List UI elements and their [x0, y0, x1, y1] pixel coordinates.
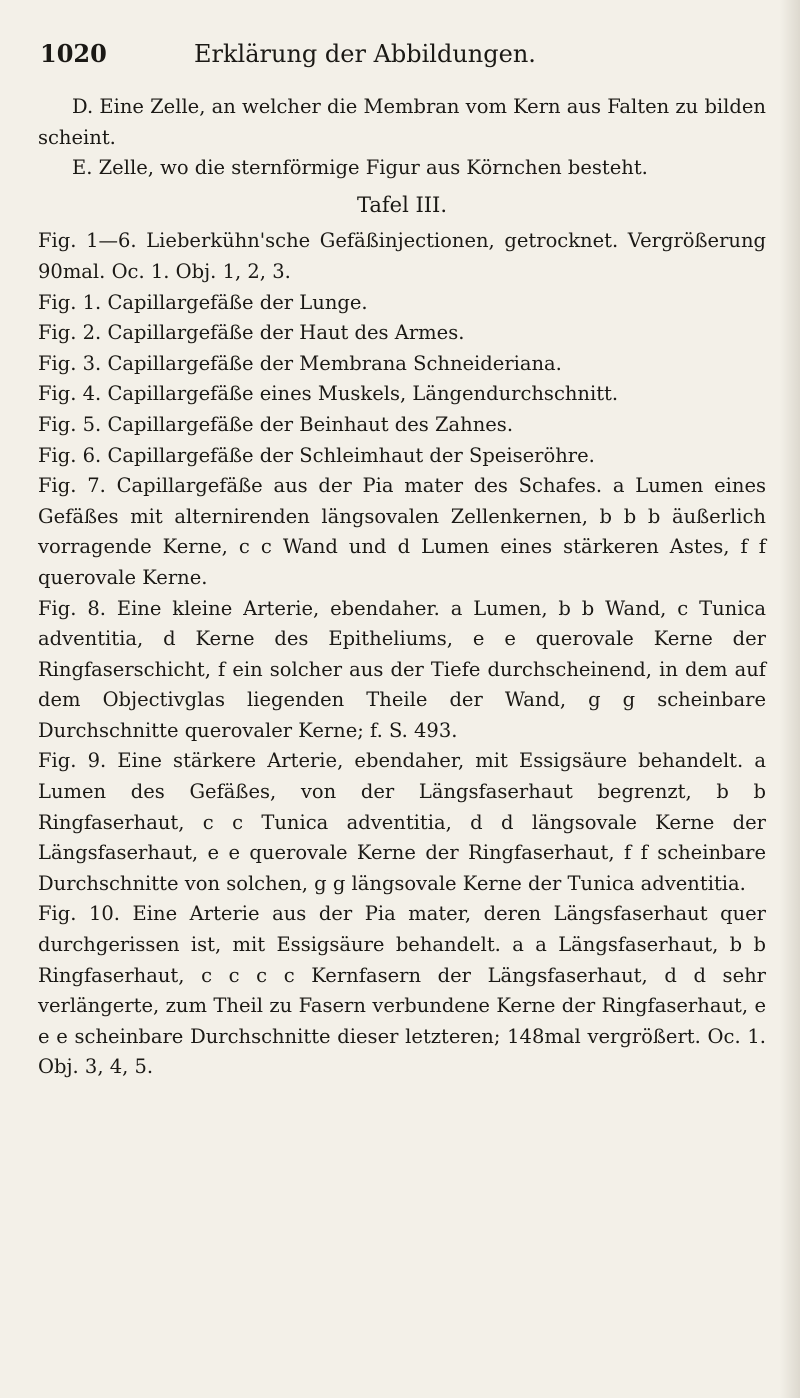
legend-e: E. Zelle, wo die sternförmige Figur aus Körnchen besteht.	[72, 156, 648, 180]
fig-7-caption: Fig. 7. Capillargefäße aus der Pia mater des Schafes. a Lumen eines Gefäßes mit alternirenden längsovalen Zellenkernen, b b b äußerlich vorragende Kerne, c c Wand und d Lumen eines stärkeren Astes, f f querovale Kerne.	[38, 474, 766, 589]
page-header	[40, 34, 740, 74]
fig-9-caption: Fig. 9. Eine stärkere Arterie, ebendaher, mit Essigsäure behandelt. a Lumen des Gefäßes, von der Längsfaserhaut begrenzt, b b Ringfaserhaut, c c Tunica adventitia, d d längsovale Kerne der Längsfaserhaut, e e querovale Kerne der Ringfaserhaut, f f scheinbare Durchschnitte von solchen, g g längsovale Kerne der Tunica adventitia.	[38, 749, 766, 895]
fig-5-caption: Fig. 5. Capillargefäße der Beinhaut des Zahnes.	[38, 412, 514, 436]
body-text	[38, 92, 766, 1083]
fig-4-caption: Fig. 4. Capillargefäße eines Muskels, Längendurchschnitt.	[38, 382, 619, 406]
running-title: Erklärung der Abbildungen.	[194, 40, 536, 68]
page-edge-shadow	[780, 0, 800, 1398]
fig-3-caption: Fig. 3. Capillargefäße der Membrana Schneideriana.	[38, 351, 562, 375]
fig-6-caption: Fig. 6. Capillargefäße der Schleimhaut der Speiseröhre.	[38, 443, 595, 467]
fig-1-6-intro: Fig. 1—6. Lieberkühn'sche Gefäßinjectionen, getrocknet. Vergrößerung 90mal. Oc. 1. Obj. 1, 2, 3.	[38, 229, 766, 283]
page-number: 1020	[40, 39, 107, 68]
fig-2-caption: Fig. 2. Capillargefäße der Haut des Armes.	[38, 321, 465, 345]
legend-d: D. Eine Zelle, an welcher die Membran vom Kern aus Falten zu bilden scheint.	[38, 95, 766, 149]
fig-1-caption: Fig. 1. Capillargefäße der Lunge.	[38, 290, 368, 314]
fig-10-caption: Fig. 10. Eine Arterie aus der Pia mater, deren Längsfaserhaut quer durchgerissen ist, mit Essigsäure behandelt. a a Längsfaserhaut, b b Ringfaserhaut, c c c c Kernfasern der Längsfaserhaut, d d sehr verlängerte, zum Theil zu Fasern verbundene Kerne der Ringfaserhaut, e e e scheinbare Durchschnitte dieser letzteren; 148mal vergrößert. Oc. 1. Obj. 3, 4, 5.	[38, 902, 766, 1079]
fig-8-caption: Fig. 8. Eine kleine Arterie, ebendaher. a Lumen, b b Wand, c Tunica adventitia, d Kerne des Epitheliums, e e querovale Kerne der Ringfaserschicht, f ein solcher aus der Tiefe durchscheinend, in dem auf dem Objectivglas liegenden Theile der Wand, g g scheinbare Durchschnitte querovaler Kerne; f. S. 493.	[38, 596, 766, 742]
plate-heading: Tafel III.	[356, 192, 448, 217]
